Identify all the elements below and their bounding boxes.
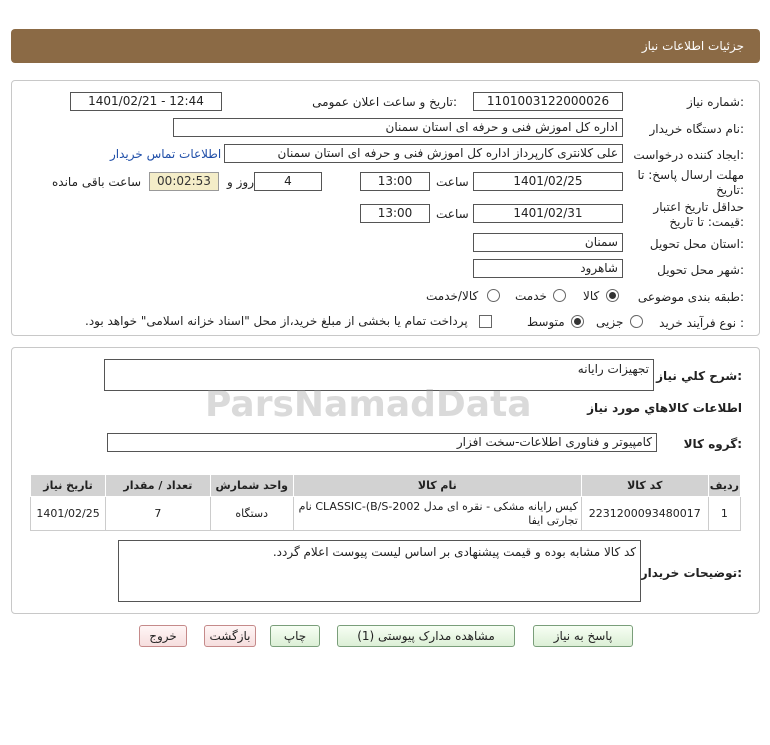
group-field: کامپیوتر و فناوری اطلاعات-سخت افزار (107, 433, 657, 452)
page-header (11, 29, 760, 63)
buyer-notes-value: کد کالا مشابه بوده و قیمت پیشنهادی بر اساس لیست پیوست اعلام گردد. (272, 545, 636, 559)
header-tarikh: تاریخ نیاز (31, 475, 106, 497)
header-name: نام کالا (293, 475, 581, 497)
cell-index: 1 (708, 497, 740, 531)
items-table (30, 474, 741, 531)
category-label: طبقه بندی موضوعی: (637, 290, 744, 304)
page-title: جزئیات اطلاعات نیاز (641, 39, 744, 53)
category-radio-goods[interactable] (606, 289, 619, 302)
group-label: گروه کالا: (683, 437, 742, 451)
deadline-date-field: 1401/02/25 (473, 172, 623, 191)
header-code: کد کالا (581, 475, 708, 497)
print-button[interactable]: چاپ (270, 625, 320, 647)
validity-time-word: ساعت (436, 207, 469, 221)
category-option-goods: کالا (583, 289, 600, 303)
province-label: استان محل تحویل: (649, 237, 744, 251)
buyer-org-label: نام دستگاه خریدار: (649, 122, 744, 136)
cell-code: 2231200093480017 (581, 497, 708, 531)
cell-unit: دستگاه (210, 497, 293, 531)
process-option-medium: متوسط (527, 315, 565, 329)
validity-label: حداقل تاریخ اعتبار قیمت: تا تاریخ: (653, 200, 744, 229)
creator-field: علی کلانتری کارپرداز اداره کل اموزش فنی و حرفه ای استان سمنان (224, 144, 623, 163)
city-field: شاهرود (473, 259, 623, 278)
header-vahed: واحد شمارش (210, 475, 293, 497)
category-radio-service[interactable] (553, 289, 566, 302)
table-row (31, 497, 741, 531)
announce-datetime-field: 1401/02/21 - 12:44 (70, 92, 222, 111)
buyer-org-field: اداره کل اموزش فنی و حرفه ای استان سمنان (173, 118, 623, 137)
goods-info-title: اطلاعات کالاهاي مورد نياز (587, 401, 742, 415)
summary-field (104, 359, 654, 391)
remaining-time-field: 00:02:53 (149, 172, 219, 191)
exit-button[interactable]: خروج (139, 625, 187, 647)
city-label: شهر محل تحویل: (657, 263, 744, 277)
days-word: روز و (227, 175, 254, 189)
province-field: سمنان (473, 233, 623, 252)
process-radio-minor[interactable] (630, 315, 643, 328)
validity-date-field: 1401/02/31 (473, 204, 623, 223)
remaining-label: ساعت باقی مانده (52, 175, 142, 189)
category-option-service: خدمت (515, 289, 547, 303)
cell-date: 1401/02/25 (31, 497, 106, 531)
cell-name: کیس رایانه مشکی - نقره ای مدل CLASSIC-(B/S-2002 نام تجارتی ایفا (293, 497, 581, 531)
need-number-field: 1101003122000026 (473, 92, 623, 111)
buyer-contact-link[interactable]: اطلاعات تماس خریدار (110, 147, 222, 161)
watermark-logo: ParsNamadData (205, 384, 532, 425)
creator-label: ایجاد کننده درخواست: (633, 148, 744, 162)
deadline-time-word: ساعت (436, 175, 469, 189)
process-option-minor: جزیی (596, 315, 624, 329)
announce-label: تاریخ و ساعت اعلان عمومی: (312, 95, 457, 109)
back-button[interactable]: بازگشت (204, 625, 256, 647)
deadline-time-field: 13:00 (360, 172, 430, 191)
items-table-header (31, 475, 741, 497)
remaining-days-field: 4 (254, 172, 322, 191)
treasury-payment-checkbox[interactable] (479, 315, 492, 328)
header-radif: ردیف (708, 475, 740, 497)
validity-time-field: 13:00 (360, 204, 430, 223)
summary-label: شرح کلي نياز: (656, 369, 742, 383)
process-radio-medium[interactable] (571, 315, 584, 328)
category-radio-goods-service[interactable] (487, 289, 500, 302)
buyer-notes-label: توضیحات خریدار: (640, 566, 742, 580)
cell-qty: 7 (106, 497, 211, 531)
attachments-button[interactable]: مشاهده مدارک پیوستی (1) (337, 625, 515, 647)
buyer-notes-field (118, 540, 641, 602)
category-option-goods-service: کالا/خدمت (426, 289, 479, 303)
reply-button[interactable]: پاسخ به نیاز (533, 625, 633, 647)
need-number-label: شماره نیاز: (686, 95, 744, 109)
summary-value: تجهیزات رایانه (577, 362, 649, 376)
process-label: نوع فرآیند خرید : (659, 316, 744, 330)
header-tedad: تعداد / مقدار (106, 475, 211, 497)
payment-note: پرداخت تمام یا بخشی از مبلغ خرید،از محل "اسناد خزانه اسلامی" خواهد بود. (85, 314, 468, 328)
deadline-label: مهلت ارسال پاسخ: تا تاریخ: (637, 168, 744, 197)
